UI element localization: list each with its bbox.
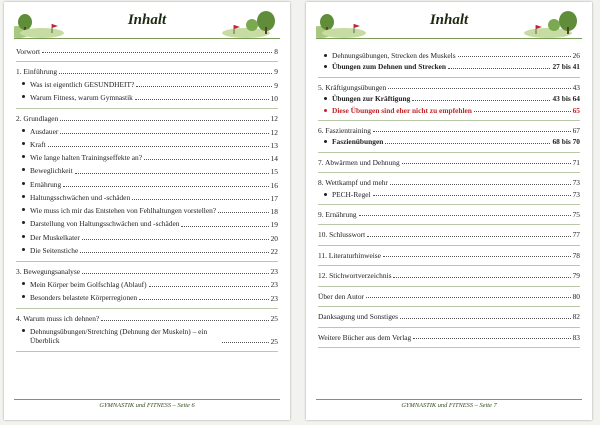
dot-leader <box>139 298 268 300</box>
dot-leader <box>42 51 272 53</box>
toc-page-number: 79 <box>572 271 580 281</box>
toc-entry-label: Dehnungsübungen/Stretching (Dehnung der Muskeln) – ein Überblick <box>30 326 208 345</box>
toc-chapter-entry[interactable] <box>16 293 278 302</box>
dot-leader <box>181 225 268 227</box>
toc-entry-label: PECH-Regel <box>332 189 371 199</box>
toc-entry-label: Ausdauer <box>30 126 59 136</box>
toc-chapter-entry[interactable] <box>318 138 580 145</box>
toc-page-number: 12 <box>270 127 278 137</box>
dot-leader <box>60 132 268 134</box>
toc-page-number: 23 <box>270 293 278 303</box>
toc-page-number: 17 <box>270 193 278 203</box>
toc-chapter-entry[interactable] <box>16 233 278 242</box>
dot-leader <box>60 119 268 121</box>
dot-leader <box>82 238 269 240</box>
dot-leader <box>59 72 272 74</box>
dot-leader <box>402 162 571 164</box>
dot-leader <box>359 214 571 216</box>
toc-page-number: 23 <box>270 280 278 290</box>
toc-page-number: 16 <box>270 180 278 190</box>
toc-entry-label: Der Muskelkater <box>30 232 80 242</box>
page-footer: GYMNASTIK und FITNESS – Seite 7 <box>316 399 582 414</box>
toc-chapter-entry[interactable] <box>16 153 278 162</box>
toc-chapter-block <box>318 313 580 327</box>
toc-chapter-block <box>318 293 580 307</box>
toc-entry-label: Über den Autor <box>318 291 364 301</box>
toc-chapter-entry[interactable] <box>16 115 278 122</box>
toc-entry-label: 10. Schlusswort <box>318 230 366 240</box>
toc-chapter-entry[interactable] <box>16 315 278 322</box>
toc-page-number: 9 <box>274 80 278 90</box>
dot-leader <box>101 319 268 321</box>
toc-chapter-entry[interactable] <box>16 219 278 228</box>
dot-leader <box>218 211 269 213</box>
toc-entry-label: 11. Literaturhinweise <box>318 250 381 260</box>
toc-entry-label: Dehnungsübungen, Strecken des Muskels <box>332 51 456 60</box>
toc-chapter-entry[interactable] <box>16 166 278 175</box>
dot-leader <box>413 337 570 339</box>
toc-chapter-entry[interactable] <box>318 211 580 218</box>
toc-chapter-entry[interactable] <box>318 84 580 91</box>
toc-entry-label: 8. Wettkampf und mehr <box>318 178 388 188</box>
toc-page-number: 71 <box>572 157 580 167</box>
dot-leader <box>63 185 268 187</box>
toc-chapter-entry[interactable] <box>16 193 278 202</box>
table-of-contents <box>318 48 580 354</box>
dot-leader <box>385 142 550 144</box>
toc-entry-label: Vorwort <box>16 47 41 56</box>
toc-chapter-entry[interactable] <box>318 52 580 59</box>
toc-page-number: 73 <box>572 189 580 199</box>
toc-page-number: 83 <box>572 332 580 342</box>
toc-chapter-block <box>318 159 580 173</box>
page-header <box>14 8 280 39</box>
toc-chapter-entry[interactable] <box>318 191 580 198</box>
toc-chapter-entry[interactable] <box>318 159 580 166</box>
toc-chapter-entry[interactable] <box>16 68 278 75</box>
toc-page-number: 27 bis 41 <box>552 62 580 72</box>
toc-entry-label: 12. Stichwortverzeichnis <box>318 271 392 281</box>
toc-page-number: 9 <box>274 67 278 77</box>
dot-leader <box>458 55 571 57</box>
toc-chapter-block <box>318 252 580 266</box>
toc-entry-label: Besonders belastete Körperregionen <box>30 292 138 302</box>
right-page <box>306 2 592 420</box>
toc-page-number: 23 <box>270 267 278 277</box>
toc-page-number: 65 <box>572 105 580 115</box>
toc-page-number: 15 <box>270 167 278 177</box>
page-title: Inhalt <box>429 12 469 28</box>
dot-leader <box>144 158 269 160</box>
toc-chapter-entry[interactable] <box>16 246 278 255</box>
toc-chapter-block <box>318 334 580 348</box>
toc-chapter-entry[interactable] <box>16 127 278 136</box>
toc-entry-label: 1. Einführung <box>16 67 58 77</box>
toc-entry-label: Haltungsschwächen und -schäden <box>30 192 131 202</box>
toc-page-number: 43 bis 64 <box>552 94 580 104</box>
dot-leader <box>388 87 570 89</box>
toc-chapter-entry[interactable] <box>318 95 580 102</box>
toc-page-number: 8 <box>274 47 278 56</box>
page-footer: GYMNASTIK und FITNESS – Seite 6 <box>14 399 280 414</box>
toc-entry-label: 5. Kräftigungsübungen <box>318 82 387 92</box>
toc-chapter-entry[interactable] <box>16 280 278 289</box>
toc-entry-label: Darstellung von Haltungsschwächen und -schäden <box>30 219 180 229</box>
toc-page-number: 13 <box>270 140 278 150</box>
toc-entry-label: Beweglichkeit <box>30 166 73 176</box>
toc-chapter-block <box>16 268 278 309</box>
toc-chapter-block <box>16 315 278 352</box>
dot-leader <box>75 172 269 174</box>
toc-chapter-entry[interactable] <box>318 293 580 300</box>
toc-page-number: 26 <box>572 51 580 60</box>
toc-chapter-block <box>318 231 580 245</box>
toc-chapter-entry[interactable] <box>16 80 278 89</box>
toc-entry-label: Was ist eigentlich GESUNDHEIT? <box>30 79 135 89</box>
toc-chapter-entry[interactable] <box>16 268 278 275</box>
left-page <box>4 2 290 420</box>
dot-leader <box>393 276 570 278</box>
toc-entry-label: Danksagung und Sonstiges <box>318 312 399 322</box>
toc-page-number: 19 <box>270 220 278 230</box>
dot-leader <box>82 272 269 274</box>
toc-chapter-block <box>318 179 580 205</box>
toc-chapter-entry[interactable] <box>16 206 278 215</box>
toc-chapter-entry[interactable] <box>318 231 580 238</box>
toc-entry-label: Kraft <box>30 139 46 149</box>
toc-page-number: 14 <box>270 154 278 164</box>
toc-entry-label: 7. Abwärmen und Dehnung <box>318 157 400 167</box>
toc-entry-label: 2. Grundlagen <box>16 114 59 124</box>
toc-entry-label: Warum Fitness, warum Gymnastik <box>30 93 133 103</box>
toc-entry-label: Diese Übungen sind eher nicht zu empfehlen <box>332 105 472 115</box>
toc-entry-label: Faszienübungen <box>332 137 384 147</box>
toc-entry-label: 3. Bewegungsanalyse <box>16 267 81 277</box>
toc-chapter-entry[interactable] <box>16 327 278 346</box>
toc-entry-label: Wie muss ich mir das Entstehen von Fehlhaltungen vorstellen? <box>30 206 217 216</box>
toc-entry-label: Mein Körper beim Golfschlag (Ablauf) <box>30 279 147 289</box>
toc-page-number: 80 <box>572 291 580 301</box>
dot-leader <box>366 296 571 298</box>
toc-page-number: 12 <box>270 114 278 124</box>
dot-leader <box>367 235 570 237</box>
toc-entry-label: Weitere Bücher aus dem Verlag <box>318 332 412 342</box>
toc-chapter-entry[interactable] <box>318 63 580 70</box>
toc-page-number: 25 <box>270 314 278 324</box>
toc-chapter-entry[interactable] <box>16 48 278 55</box>
dot-leader <box>135 98 269 100</box>
toc-chapter-entry[interactable] <box>16 93 278 102</box>
toc-page-number: 10 <box>270 93 278 103</box>
dot-leader <box>400 317 571 319</box>
toc-page-number: 18 <box>270 207 278 217</box>
toc-entry-label: 9. Ernährung <box>318 210 357 220</box>
toc-page-number: 20 <box>270 233 278 243</box>
toc-chapter-entry[interactable] <box>318 179 580 186</box>
toc-page-number: 75 <box>572 210 580 220</box>
page-title: Inhalt <box>127 12 167 28</box>
toc-page-number: 77 <box>572 230 580 240</box>
table-of-contents <box>16 48 278 358</box>
toc-entry-label: Wie lange halten Trainingseffekte an? <box>30 153 143 163</box>
dot-leader <box>48 145 269 147</box>
toc-entry-label: 4. Warum muss ich dehnen? <box>16 314 100 324</box>
toc-chapter-entry[interactable] <box>318 107 580 114</box>
dot-leader <box>373 130 571 132</box>
toc-page-number: 43 <box>572 82 580 92</box>
toc-chapter-block <box>16 68 278 109</box>
dot-leader <box>390 183 571 185</box>
toc-page-number: 82 <box>572 312 580 322</box>
toc-entry-label: Übungen zum Dehnen und Strecken <box>332 62 447 72</box>
toc-page-number: 73 <box>572 178 580 188</box>
toc-chapter-block <box>318 211 580 225</box>
toc-chapter-block <box>16 48 278 62</box>
dot-leader <box>448 67 550 69</box>
toc-chapter-entry[interactable] <box>16 140 278 149</box>
toc-page-number: 78 <box>572 250 580 260</box>
toc-chapter-entry[interactable] <box>318 127 580 134</box>
dot-leader <box>222 341 269 343</box>
dot-leader <box>383 255 571 257</box>
toc-page-number: 67 <box>572 126 580 136</box>
toc-page-number: 22 <box>270 246 278 256</box>
toc-page-number: 25 <box>270 336 278 346</box>
toc-chapter-block <box>318 52 580 78</box>
toc-page-number: 68 bis 70 <box>552 137 580 147</box>
toc-entry-label: Übungen zur Kräftigung <box>332 94 411 104</box>
toc-entry-label: Ernährung <box>30 179 62 189</box>
toc-chapter-entry[interactable] <box>318 313 580 320</box>
dot-leader <box>474 110 571 112</box>
toc-chapter-entry[interactable] <box>318 334 580 341</box>
toc-chapter-block <box>16 115 278 262</box>
dot-leader <box>132 198 268 200</box>
page-header <box>316 8 582 39</box>
dot-leader <box>136 85 272 87</box>
dot-leader <box>149 285 269 287</box>
toc-chapter-block <box>318 272 580 286</box>
dot-leader <box>80 251 268 253</box>
toc-chapter-entry[interactable] <box>318 272 580 279</box>
toc-entry-label: Die Seitenstiche <box>30 245 79 255</box>
dot-leader <box>412 99 550 101</box>
dot-leader <box>373 194 571 196</box>
toc-chapter-block <box>318 127 580 153</box>
toc-chapter-entry[interactable] <box>16 180 278 189</box>
toc-chapter-entry[interactable] <box>318 252 580 259</box>
toc-entry-label: 6. Faszientraining <box>318 126 371 136</box>
toc-chapter-block <box>318 84 580 121</box>
